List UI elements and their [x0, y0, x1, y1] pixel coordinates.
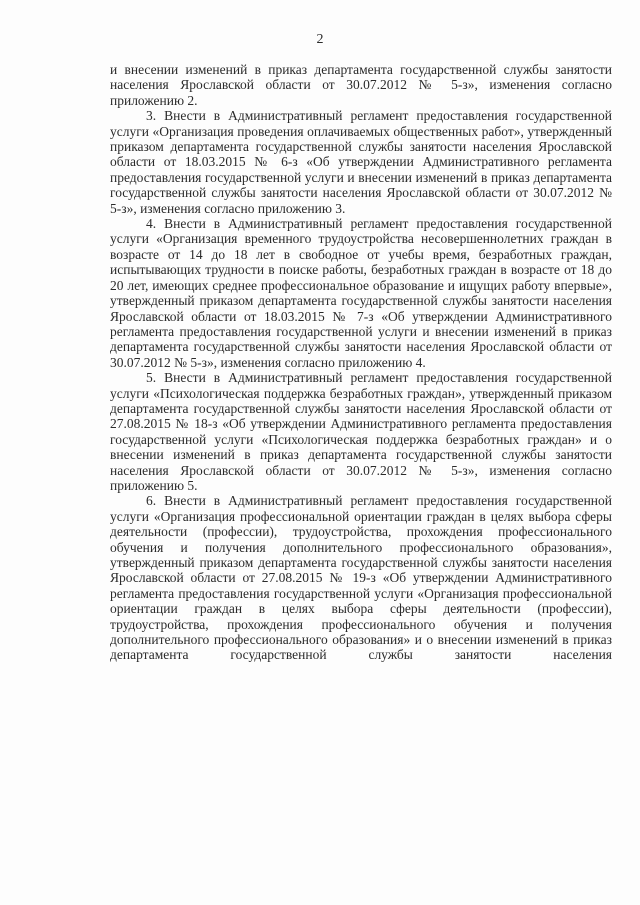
- paragraph-continuation: и внесении изменений в приказ департамента государственной службы занятости населения Ярославской области от 30.07.2012 № 5-з», изменения согласно приложению 2.: [110, 62, 612, 108]
- paragraph-item-3: 3. Внести в Административный регламент предоставления государственной услуги «Организация проведения оплачиваемых общественных работ», утвержденный приказом департамента государственной службы занятости населения Ярославской области от 18.03.2015 № 6-з «Об утверждении Административного регламента предоставления государственной услуги и внесении изменений в приказ департамента государственной службы занятости населения Ярославской области от 30.07.2012 № 5-з», изменения согласно приложению 3.: [110, 108, 612, 216]
- paragraph-item-5: 5. Внести в Административный регламент предоставления государственной услуги «Психологическая поддержка безработных граждан», утвержденный приказом департамента государственной службы занятости населения Ярославской области от 27.08.2015 № 18-з «Об утверждении Административного регламента предоставления государственной услуги «Психологическая поддержка безработных граждан» и о внесении изменений в приказ департамента государственной службы занятости населения Ярославской области от 30.07.2012 № 5-з», изменения согласно приложению 5.: [110, 370, 612, 493]
- paragraph-item-6: 6. Внести в Административный регламент предоставления государственной услуги «Организация профессиональной ориентации граждан в целях выбора сферы деятельности (профессии), трудоустройства, прохождения профессионального обучения и получения дополнительного профессионального образования», утвержденный приказом департамента государственной службы занятости населения Ярославской области от 27.08.2015 № 19-з «Об утверждении Административного регламента предоставления государственной услуги «Организация профессиональной ориентации граждан в целях выбора сферы деятельности (профессии), трудоустройства, прохождения профессионального обучения и получения дополнительного профессионального образования» и о внесении изменений в приказ департамента государственной службы занятости населения: [110, 493, 612, 663]
- page-number: 2: [316, 32, 324, 47]
- paragraph-item-4: 4. Внести в Административный регламент предоставления государственной услуги «Организация временного трудоустройства несовершеннолетних граждан в возрасте от 14 до 18 лет в свободное от учебы время, безработных граждан, испытывающих трудности в поиске работы, безработных граждан в возрасте от 18 до 20 лет, имеющих среднее профессиональное образование и ищущих работу впервые», утвержденный приказом департамента государственной службы занятости населения Ярославской области от 18.03.2015 № 7-з «Об утверждении Административного регламента предоставления государственной услуги и внесении изменений в приказ департамента государственной службы занятости населения Ярославской области от 30.07.2012 № 5-з», изменения согласно приложению 4.: [110, 216, 612, 370]
- document-body: [110, 62, 612, 663]
